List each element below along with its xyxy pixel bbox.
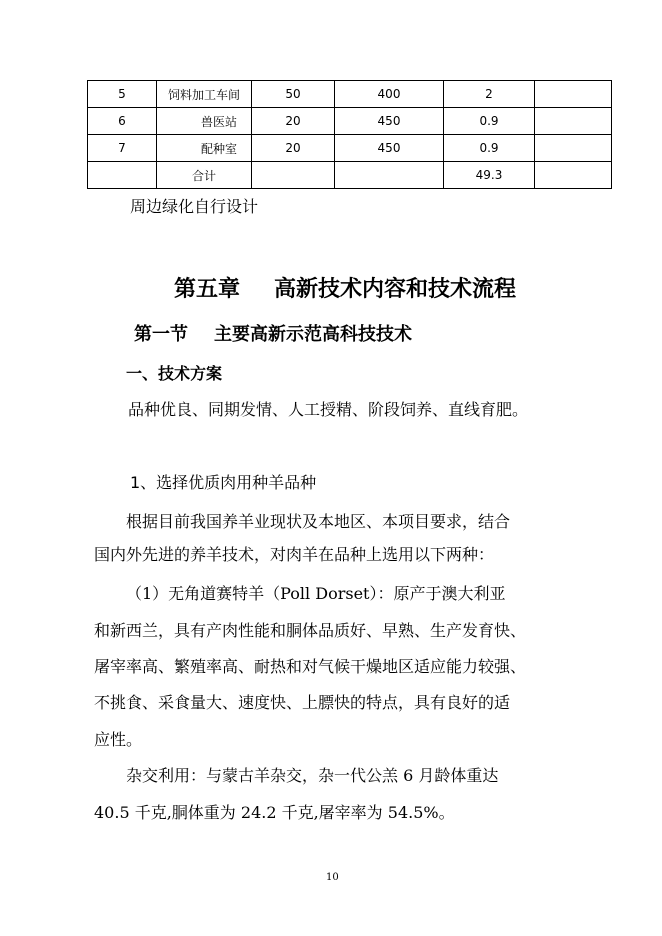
paragraph-line: 40.5 千克,胴体重为 24.2 千克,屠宰率为 54.5%。 bbox=[94, 803, 455, 822]
table-cell: 400 bbox=[335, 81, 444, 108]
paragraph-line: 杂交利用：与蒙古羊杂交，杂一代公羔 6 月龄体重达 bbox=[126, 766, 499, 785]
facility-table bbox=[87, 80, 612, 189]
table-cell: 5 bbox=[88, 81, 157, 108]
chapter-number: 第五章 bbox=[174, 276, 241, 302]
paragraph-line: 和新西兰，具有产肉性能和胴体品质好、早熟、生产发育快、 bbox=[94, 621, 527, 640]
page-number: 10 bbox=[326, 872, 339, 883]
table-row-total bbox=[88, 162, 612, 189]
paragraph-line: 不挑食、采食量大、速度快、上膘快的特点，具有良好的适 bbox=[94, 693, 511, 712]
table-cell: 兽医站 bbox=[157, 108, 252, 135]
table-cell: 7 bbox=[88, 135, 157, 162]
paragraph-line: （1）无角道赛特羊（Poll Dorset）：原产于澳大利亚 bbox=[126, 584, 506, 603]
table-cell: 6 bbox=[88, 108, 157, 135]
table-row bbox=[88, 108, 612, 135]
paragraph-line: 屠宰率高、繁殖率高、耐热和对气候干燥地区适应能力较强、 bbox=[94, 657, 527, 676]
item-heading: 1、选择优质肉用种羊品种 bbox=[130, 473, 317, 492]
paragraph-line: 国内外先进的养羊技术，对肉羊在品种上选用以下两种： bbox=[94, 545, 495, 564]
chapter-heading bbox=[174, 272, 516, 303]
table-cell: 饲料加工车间 bbox=[157, 81, 252, 108]
table-cell bbox=[252, 162, 335, 189]
table-cell: 49.3 bbox=[444, 162, 535, 189]
table-cell: 450 bbox=[335, 135, 444, 162]
section-number: 第一节 bbox=[134, 324, 188, 345]
table-row bbox=[88, 81, 612, 108]
table-cell: 2 bbox=[444, 81, 535, 108]
table-cell bbox=[535, 162, 612, 189]
subheading: 一、技术方案 bbox=[126, 364, 223, 383]
table-cell bbox=[335, 162, 444, 189]
section-title: 主要高新示范高科技技术 bbox=[214, 324, 412, 345]
table-cell: 0.9 bbox=[444, 108, 535, 135]
table-cell: 合计 bbox=[157, 162, 252, 189]
table-cell bbox=[535, 81, 612, 108]
table-cell: 20 bbox=[252, 135, 335, 162]
table-cell: 0.9 bbox=[444, 135, 535, 162]
table-cell: 配种室 bbox=[157, 135, 252, 162]
scheme-summary: 品种优良、同期发情、人工授精、阶段饲养、直线育肥。 bbox=[128, 400, 529, 419]
table-cell bbox=[535, 135, 612, 162]
greening-note: 周边绿化自行设计 bbox=[130, 197, 259, 216]
table-cell: 50 bbox=[252, 81, 335, 108]
table-cell bbox=[535, 108, 612, 135]
table-cell bbox=[88, 162, 157, 189]
table-cell: 20 bbox=[252, 108, 335, 135]
chapter-title: 高新技术内容和技术流程 bbox=[274, 276, 517, 302]
table-row bbox=[88, 135, 612, 162]
paragraph-line: 根据目前我国养羊业现状及本地区、本项目要求，结合 bbox=[126, 512, 511, 531]
paragraph-line: 应性。 bbox=[94, 730, 143, 749]
table-cell: 450 bbox=[335, 108, 444, 135]
section-heading bbox=[134, 320, 412, 346]
